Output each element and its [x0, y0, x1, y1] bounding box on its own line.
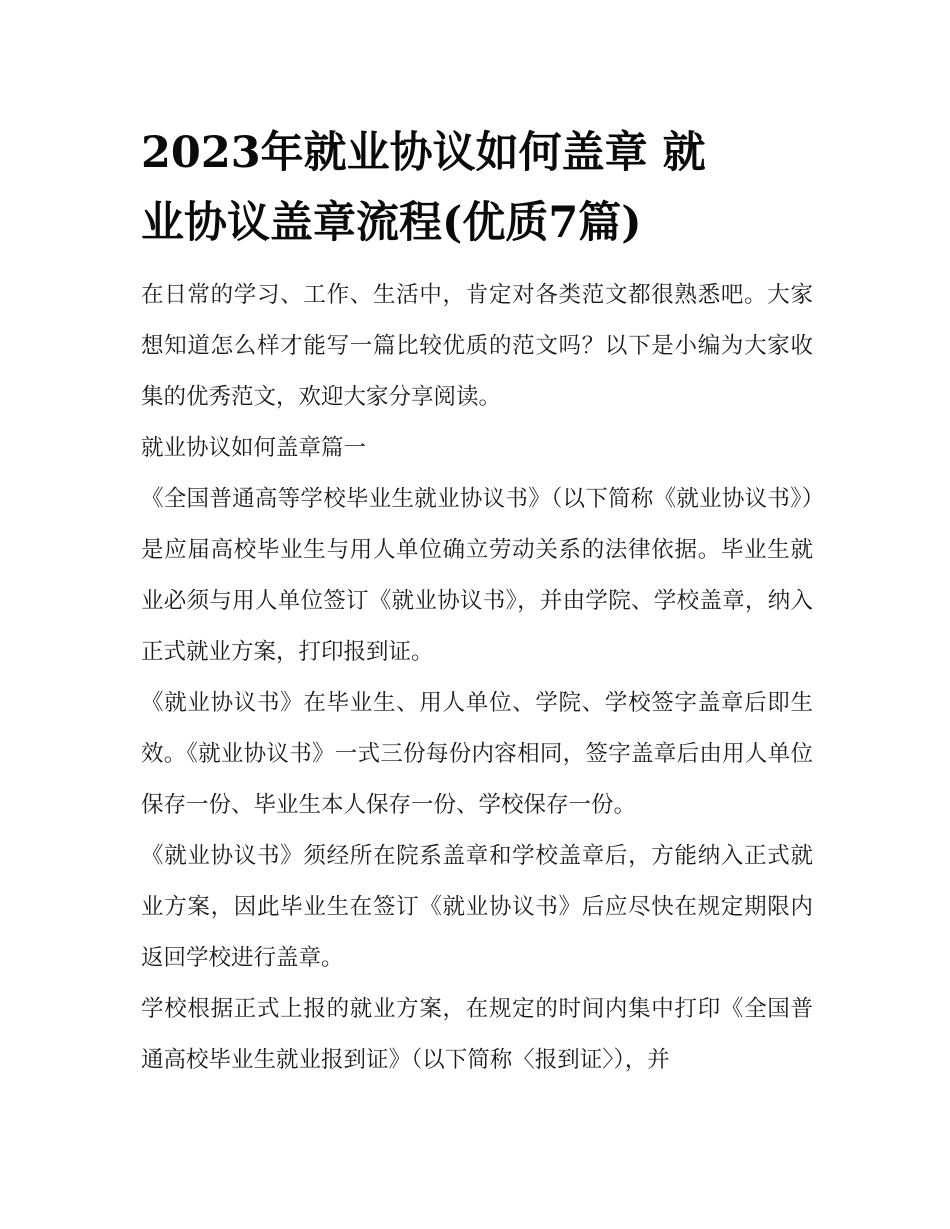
document-content	[141, 118, 813, 1086]
body-paragraph: 学校根据正式上报的就业方案，在规定的时间内集中打印《全国普通高校毕业生就业报到证》（以下简称〈报到证〉），并	[141, 996, 813, 1073]
body-paragraph: 《就业协议书》须经所在院系盖章和学校盖章后，方能纳入正式就业方案，因此毕业生在签订《就业协议书》后应尽快在规定期限内返回学校进行盖章。	[141, 843, 813, 971]
document-body	[141, 270, 813, 1086]
intro-paragraph: 在日常的学习、工作、生活中，肯定对各类范文都很熟悉吧。大家想知道怎么样才能写一篇比较优质的范文吗？以下是小编为大家收集的优秀范文，欢迎大家分享阅读。	[141, 282, 813, 410]
body-paragraph: 《就业协议书》在毕业生、用人单位、学院、学校签字盖章后即生效。《就业协议书》一式三份每份内容相同，签字盖章后由用人单位保存一份、毕业生本人保存一份、学校保存一份。	[141, 690, 813, 818]
document-title	[141, 118, 813, 258]
title-line-2: 业协议盖章流程(优质7篇)	[141, 198, 642, 248]
title-line-1: 2023年就业协议如何盖章 就	[141, 128, 706, 178]
section-heading: 就业协议如何盖章篇一	[141, 435, 367, 461]
body-paragraph: 《全国普通高等学校毕业生就业协议书》（以下简称《就业协议书》）是应届高校毕业生与用人单位确立劳动关系的法律依据。毕业生就业必须与用人单位签订《就业协议书》，并由学院、学校盖章，纳入正式就业方案，打印报到证。	[141, 486, 813, 665]
